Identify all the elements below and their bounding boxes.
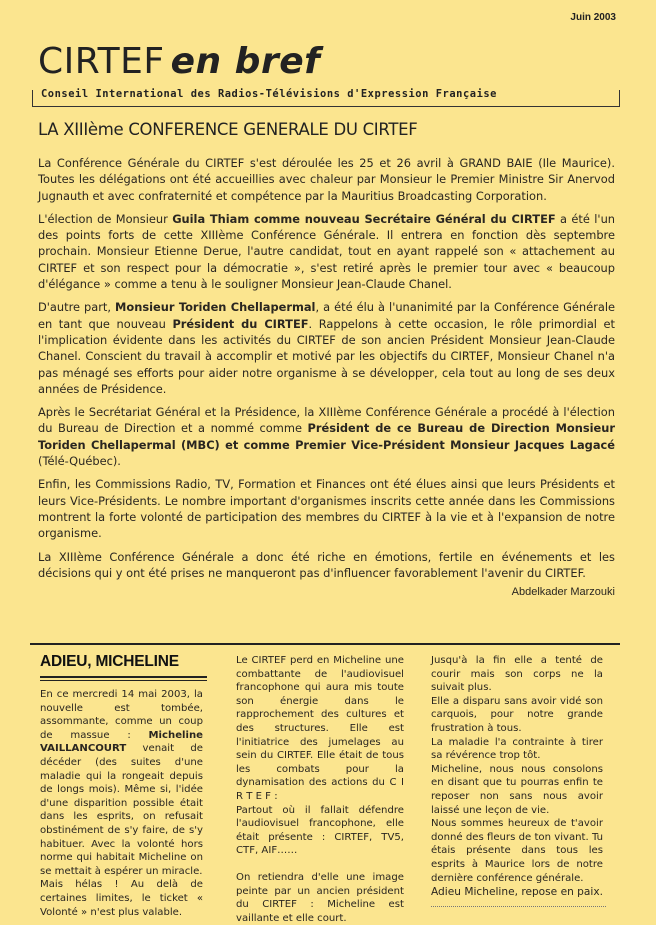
article-title: LA XIIIème CONFERENCE GENERALE DU CIRTEF <box>38 120 418 139</box>
tribute-column-1 <box>40 652 203 919</box>
spacer <box>236 858 404 871</box>
article-signature: Abdelkader Marzouki <box>511 586 615 599</box>
tribute-column-2 <box>236 654 404 925</box>
paragraph: Jusqu'à la fin elle a tenté de courir mais son corps ne la suivait plus. <box>431 655 603 694</box>
section-divider <box>30 643 620 645</box>
subtitle-bracket <box>32 90 620 107</box>
text: En ce mercredi 14 mai 2003, la nouvelle est tombée, assommante, comme un coup de massue : <box>40 689 203 741</box>
text: (Télé-Québec). <box>38 454 121 469</box>
paragraph: Micheline, nous nous consolons en disant que tu pourras enfin te reposer non sans nous avoir laissé une leçon de vie. <box>431 763 603 816</box>
paragraph: Enfin, les Commissions Radio, TV, Formation et Finances ont été élues ainsi que leurs Présidents et leurs Vice-Présidents. Le nombre important d'organismes inscrits cette année dans les Commissions montrent la forte volonté de participation des membres du CIRTEF à la vie et à l'expansion de notre organisme. <box>38 477 615 541</box>
text: Après le Secrétariat Général et la Présidence, la XIIIème Conférence Générale a procédé à l'élection du Bureau de Direction et a nommé comme <box>38 405 615 436</box>
text: , a été élu à l'unanimité par la Conférence Générale en tant que nouveau <box>38 300 615 331</box>
bold-text: Président du CIRTEF <box>172 316 309 331</box>
paragraph: On retiendra d'elle une image peinte par un ancien président du CIRTEF : Micheline est vaillante et elle court. <box>236 871 404 924</box>
bold-text: Président de ce Bureau de Direction Monsieur Toriden Chellapermal (MBC) et comme Premier Vice-Président Monsieur Jacques Lagacé <box>38 421 615 452</box>
title-underline <box>40 676 207 681</box>
paragraph: Mais hélas ! Au delà de certaines limites, le ticket « Volonté » n'est plus valable. <box>40 879 203 918</box>
tribute-title: ADIEU, MICHELINE <box>40 653 179 670</box>
text: D'autre part, <box>38 300 116 315</box>
paragraph <box>38 404 615 469</box>
paragraph: La Conférence Générale du CIRTEF s'est déroulée les 25 et 26 avril à GRAND BAIE (Ile Maurice). Toutes les délégations ont été accueillies avec chaleur par Monsieur le Premier Ministre Sir Anervod Jugnauth et avec confraternité et compétence par la Mauritius Broadcasting Corporation. <box>38 156 615 203</box>
text: L'élection de Monsieur <box>38 211 173 226</box>
masthead <box>38 42 320 82</box>
paragraph <box>38 211 615 292</box>
organization-name: Conseil International des Radios-Télévisions d'Expression Française <box>41 88 497 100</box>
text: a été l'un des points forts de cette XIIIème Conférence Générale. Il entrera en fonction dès septembre prochain. Monsieur Etienne Derue, l'autre candidat, tout en ayant rappelé son « attachement au CIRTEF et son respect pour la démocratie », s'est retiré après le premier tour avec « beaucoup d'élégance » comme a tenu à le souligner Monsieur Jean-Claude Chanel. <box>38 211 616 292</box>
paragraph <box>40 688 203 878</box>
paragraph: Nous sommes heureux de t'avoir donné des fleurs de ton vivant. Tu étais présente dans tous les esprits à Maurice lors de notre dernière conférence générale. <box>431 818 603 884</box>
issue-date: Juin 2003 <box>570 12 616 23</box>
text: . Rappelons à cette occasion, le rôle primordial et l'implication évidente dans les activités du CIRTEF de son ancien Président Monsieur Jean-Claude Chanel. Conscient du travail à accomplir et motivé par les objectifs du CIRTEF, Monsieur Chanel n'a pas ménagé ses efforts pour aider notre organisme à se développer, cela tout au long de ses deux années de Présidence. <box>38 316 615 396</box>
end-divider <box>431 906 606 907</box>
paragraph: La XIIIème Conférence Générale a donc été riche en émotions, fertile en événements et les décisions qui y ont été prises ne manqueront pas d'influencer favorablement l'avenir du CIRTEF. <box>38 549 615 580</box>
masthead-title: CIRTEF <box>38 41 165 82</box>
masthead-title-emphasis: en bref <box>170 41 321 82</box>
main-article <box>38 155 615 600</box>
paragraph <box>38 299 615 397</box>
paragraph: Le CIRTEF perd en Micheline une combattante de l'audiovisuel francophone qui aura mis toute son énergie dans le rapprochement des cultures et des structures. Elle est l'initiatrice des jumelages au sein du CIRTEF. Elle était de tous les combats pour la dynamisation des actions du C I R T E F : <box>236 655 404 802</box>
bold-text: Micheline VAILLANCOURT <box>40 729 203 755</box>
paragraph: Partout où il fallait défendre l'audiovisuel francophone, elle était présente : CIRTEF, TV5, CTF, AIF…… <box>236 804 404 857</box>
bold-text: Guila Thiam comme nouveau Secrétaire Général du CIRTEF <box>172 211 556 226</box>
tribute-column-3 <box>431 654 603 907</box>
text: venait de décéder (des suites d'une maladie qui la rongeait depuis de longs mois). Même si, l'idée d'une disparition possible était dans les esprits, on refusait obstinément de s'y faire, de s'y habituer. Avec la volonté hors norme qui habitait Micheline on se mettait à espérer un miracle. <box>40 743 203 877</box>
closing-line: Adieu Micheline, repose en paix. <box>431 886 603 899</box>
paragraph: La maladie l'a contrainte à tirer sa révérence trop tôt. <box>431 736 603 762</box>
bold-text: Monsieur Toriden Chellapermal <box>115 300 316 315</box>
paragraph: Elle a disparu sans avoir vidé son carquois, pour notre grande frustration à tous. <box>431 695 603 734</box>
